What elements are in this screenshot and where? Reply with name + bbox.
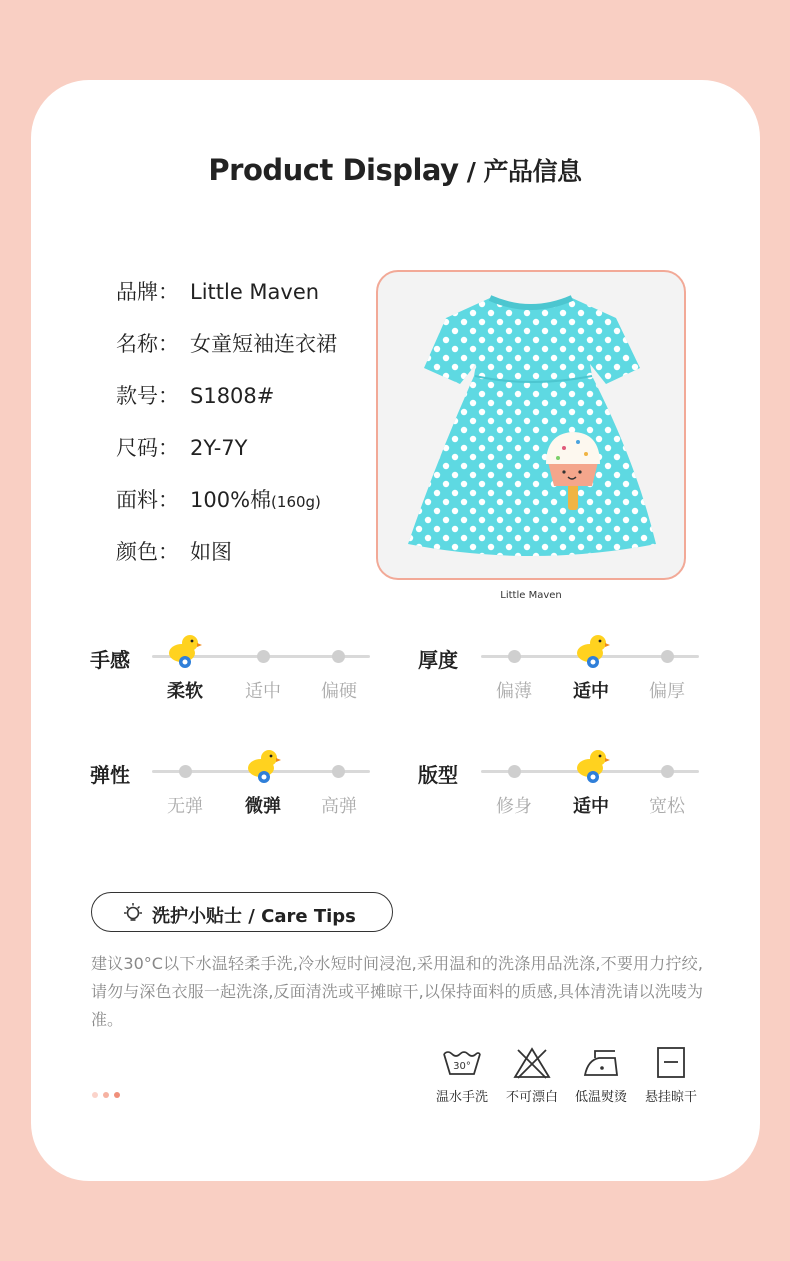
spec-label: 面料： [116,488,179,512]
spec-label: 款号： [116,384,179,408]
care-tips-heading [91,892,393,932]
product-photo [376,270,686,580]
page-title [0,152,790,188]
spec-note: (160g) [271,493,321,511]
title-chinese: / 产品信息 [458,157,582,186]
elasticity-option-none: 无弹 [167,796,203,817]
thickness-scale-dot [661,650,674,663]
page-indicator-dot [114,1092,120,1098]
wash-temp-badge: 30° [453,1061,471,1072]
fit-option-loose: 宽松 [649,796,685,817]
elasticity-scale-dot [332,765,345,778]
thickness-option-thick: 偏厚 [649,681,685,702]
spec-color [116,536,232,566]
dress-image [378,272,684,578]
fit-selected-duck-icon [576,748,610,784]
elasticity-option-slight: 微弹 [245,796,281,817]
attribute-thickness-label: 厚度 [418,648,458,672]
hang-dry-icon [651,1046,691,1080]
lightbulb-icon [122,901,144,925]
feel-option-medium: 适中 [245,681,281,702]
spec-fabric [116,484,321,514]
spec-label: 名称： [116,332,179,356]
photo-caption: Little Maven [500,590,562,601]
page-indicator-dot [92,1092,98,1098]
spec-style-number [116,380,274,410]
thickness-option-medium: 适中 [573,681,609,702]
spec-label: 品牌： [116,280,179,304]
spec-brand [116,276,319,306]
elasticity-option-high: 高弹 [321,796,357,817]
fit-scale-dot [661,765,674,778]
spec-value: 2Y-7Y [190,436,248,460]
care-label-hang-dry: 悬挂晾干 [644,1090,697,1105]
thickness-scale-dot [508,650,521,663]
elasticity-scale-dot [179,765,192,778]
feel-scale-dot [257,650,270,663]
low-iron-icon [581,1046,621,1080]
care-label-low-iron: 低温熨烫 [574,1090,627,1105]
attribute-feel-label: 手感 [90,648,130,672]
spec-value: Little Maven [190,280,320,304]
hand-wash-30-icon [442,1046,482,1080]
care-tips-body: 建议30°C以下水温轻柔手洗,冷水短时间浸泡,采用温和的洗涤用品洗涤,不要用力拧绞,请勿与深色衣服一起洗涤,反面清洗或平摊晾干,以保持面料的质感,具体清洗请以洗唛为准。 [91,954,703,1029]
care-tips-title: 洗护小贴士 / Care Tips [152,906,356,927]
fit-option-medium: 适中 [573,796,609,817]
spec-size [116,432,247,462]
fit-scale-dot [508,765,521,778]
spec-value: 100%棉 [190,488,272,512]
spec-label: 尺码： [116,436,179,460]
feel-selected-duck-icon [168,633,202,669]
spec-value: 女童短袖连衣裙 [190,332,337,356]
spec-value: S1808# [190,384,275,408]
feel-option-soft: 柔软 [167,681,203,702]
care-label-no-bleach: 不可漂白 [505,1090,558,1105]
elasticity-selected-duck-icon [247,748,281,784]
attribute-elasticity-label: 弹性 [90,763,130,787]
care-label-hand-wash: 温水手洗 [435,1090,488,1105]
spec-value: 如图 [190,540,232,564]
spec-label: 颜色： [116,540,179,564]
spec-name [116,328,337,358]
attribute-fit-label: 版型 [418,763,458,787]
title-english: Product Display [208,153,459,187]
no-bleach-icon [512,1046,552,1080]
thickness-selected-duck-icon [576,633,610,669]
feel-scale-dot [332,650,345,663]
feel-option-hard: 偏硬 [321,681,357,702]
page-indicator-dot [103,1092,109,1098]
thickness-option-thin: 偏薄 [496,681,532,702]
fit-option-slim: 修身 [496,796,532,817]
